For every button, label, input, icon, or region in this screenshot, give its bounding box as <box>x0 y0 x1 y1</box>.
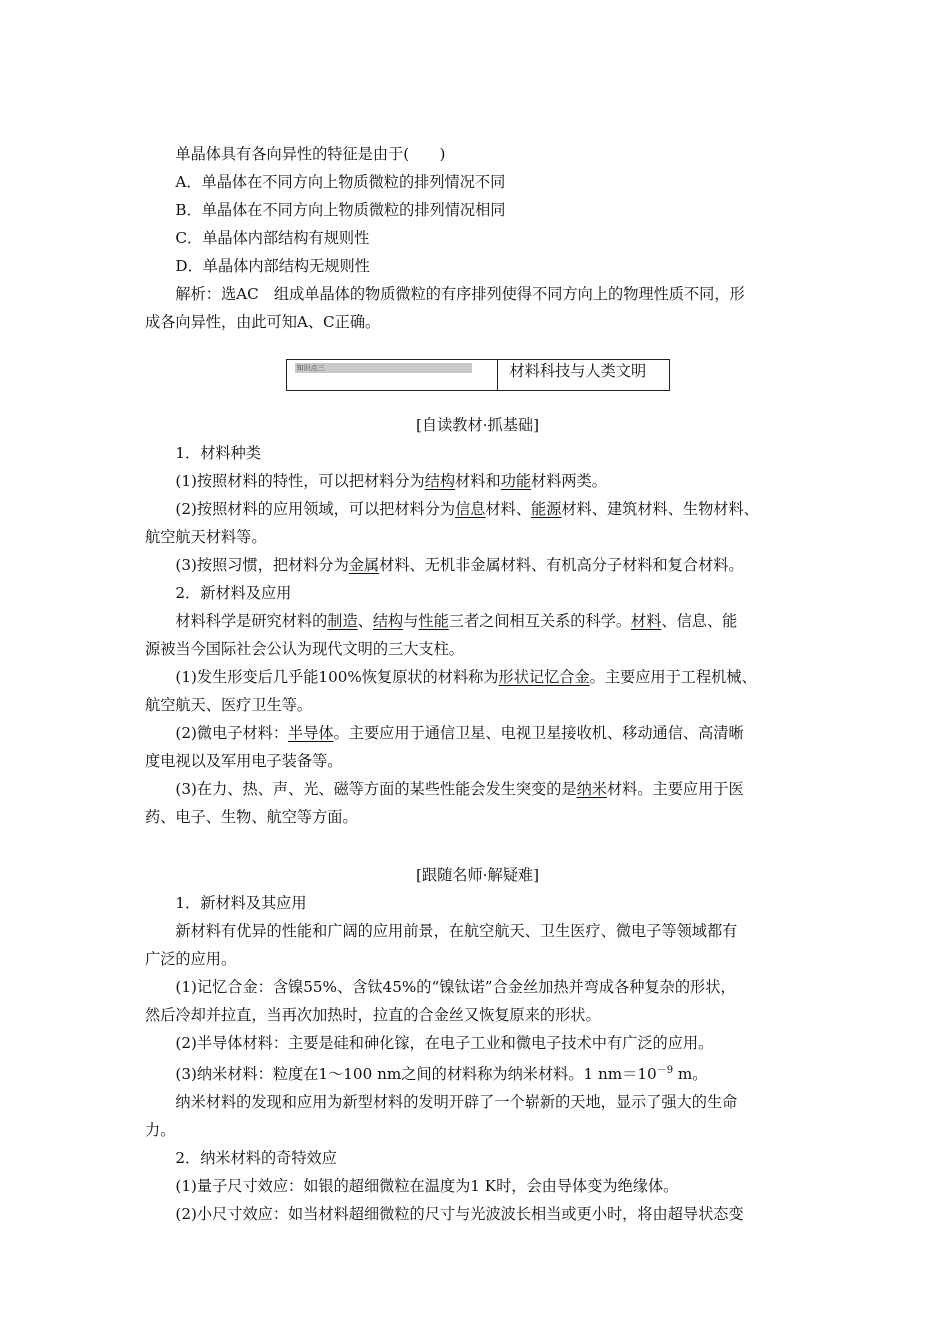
subheading: 2．纳米材料的奇特效应 <box>175 1149 337 1168</box>
paragraph: (3)按照习惯，把材料分为金属材料、无机非金属材料、有机高分子材料和复合材料。 <box>175 556 744 574</box>
subheading: 1．新材料及其应用 <box>175 894 307 912</box>
paragraph: 力。 <box>145 1121 176 1140</box>
fill-in-answer: 金属 <box>348 556 380 574</box>
paragraph: 航空航天、医疗卫生等。 <box>145 696 313 714</box>
subheading: 2．新材料及应用 <box>175 584 292 602</box>
section-heading: [跟随名师·解疑难] <box>416 866 539 884</box>
spacer <box>145 831 810 851</box>
paragraph: 度电视以及军用电子装备等。 <box>145 752 343 770</box>
paragraph: (1)记忆合金：含镍55%、含钛45%的“镍钛诺”合金丝加热并弯成各种复杂的形状， <box>175 978 736 996</box>
section-heading: [自读教材·抓基础] <box>416 416 539 434</box>
paragraph: 源被当今国际社会公认为现代文明的三大支柱。 <box>145 640 464 658</box>
knowledge-point-tag: 知识点三 <box>295 363 472 373</box>
exponent: －9 <box>656 1065 674 1076</box>
banner-title: 材料科技与人类文明 <box>509 362 647 380</box>
subheading: 1．材料种类 <box>175 444 261 462</box>
fill-in-answer: 纳米 <box>576 780 607 798</box>
paragraph: 新材料有优异的性能和广阔的应用前景，在航空航天、卫生医疗、微电子等领域都有 <box>175 922 738 940</box>
paragraph: (3)纳米材料：粒度在1～100 nm之间的材料称为纳米材料。1 $nm=10^{-9}$ m。 <box>175 1065 708 1084</box>
fill-in-answer: 半导体 <box>288 724 334 742</box>
paragraph: (2)微电子材料：半导体。主要应用于通信卫星、电视卫星接收机、移动通信、高清晰 <box>175 724 744 742</box>
fill-in-answer: 结构 <box>372 612 404 630</box>
paragraph: (2)半导体材料：主要是硅和砷化镓，在电子工业和微电子技术中有广泛的应用。 <box>175 1034 714 1052</box>
paragraph: 航空航天材料等。 <box>145 528 267 546</box>
fill-in-answer: 材料 <box>631 612 662 630</box>
fill-in-answer: 信息 <box>455 500 486 518</box>
paragraph: 广泛的应用。 <box>145 950 237 968</box>
banner-tag-box <box>287 360 498 390</box>
paragraph: 材料科学是研究材料的制造、结构与性能三者之间相互关系的科学。材料、信息、能 <box>175 612 738 630</box>
option-a: A．单晶体在不同方向上物质微粒的排列情况不同 <box>175 173 506 191</box>
paragraph: (2)小尺寸效应：如当材料超细微粒的尺寸与光波波长相当或更小时，将由超导状态变 <box>175 1205 744 1224</box>
paragraph: (3)在力、热、声、光、磁等方面的某些性能会发生突变的是纳米材料。主要应用于医 <box>175 780 744 798</box>
option-b: B．单晶体在不同方向上物质微粒的排列情况相同 <box>175 201 506 219</box>
knowledge-point-banner <box>286 359 670 391</box>
paragraph: (1)量子尺寸效应：如银的超细微粒在温度为1 K时，会由导体变为绝缘体。 <box>175 1177 679 1196</box>
question-stem: 单晶体具有各向异性的特征是由于( ) <box>175 145 446 163</box>
fill-in-answer: 功能 <box>500 472 532 490</box>
analysis-line: 解析：选AC 组成单晶体的物质微粒的有序排列使得不同方向上的物理性质不同，形 <box>175 285 745 303</box>
paragraph: (1)发生形变后几乎能100%恢复原状的材料称为形状记忆合金。主要应用于工程机械、 <box>175 668 757 686</box>
fill-in-answer: 性能 <box>418 612 449 630</box>
document-page <box>145 140 810 1228</box>
paragraph: 药、电子、生物、航空等方面。 <box>145 808 358 826</box>
paragraph: 然后冷却并拉直，当再次加热时，拉直的合金丝又恢复原来的形状。 <box>145 1006 601 1024</box>
analysis-line: 成各向异性，由此可知A、C正确。 <box>145 313 381 331</box>
option-d: D．单晶体内部结构无规则性 <box>175 257 370 275</box>
fill-in-answer: 制造 <box>327 612 358 630</box>
fill-in-answer: 结构 <box>424 472 456 490</box>
fill-in-answer: 能源 <box>531 500 562 518</box>
fill-in-answer: 形状记忆合金 <box>498 668 590 686</box>
paragraph: (1)按照材料的特性，可以把材料分为结构材料和功能材料两类。 <box>175 472 607 490</box>
option-c: C．单晶体内部结构有规则性 <box>175 229 370 247</box>
paragraph: (2)按照材料的应用领域，可以把材料分为信息材料、能源材料、建筑材料、生物材料、 <box>175 500 759 518</box>
paragraph: 纳米材料的发现和应用为新型材料的发明开辟了一个崭新的天地，显示了强大的生命 <box>175 1093 738 1112</box>
